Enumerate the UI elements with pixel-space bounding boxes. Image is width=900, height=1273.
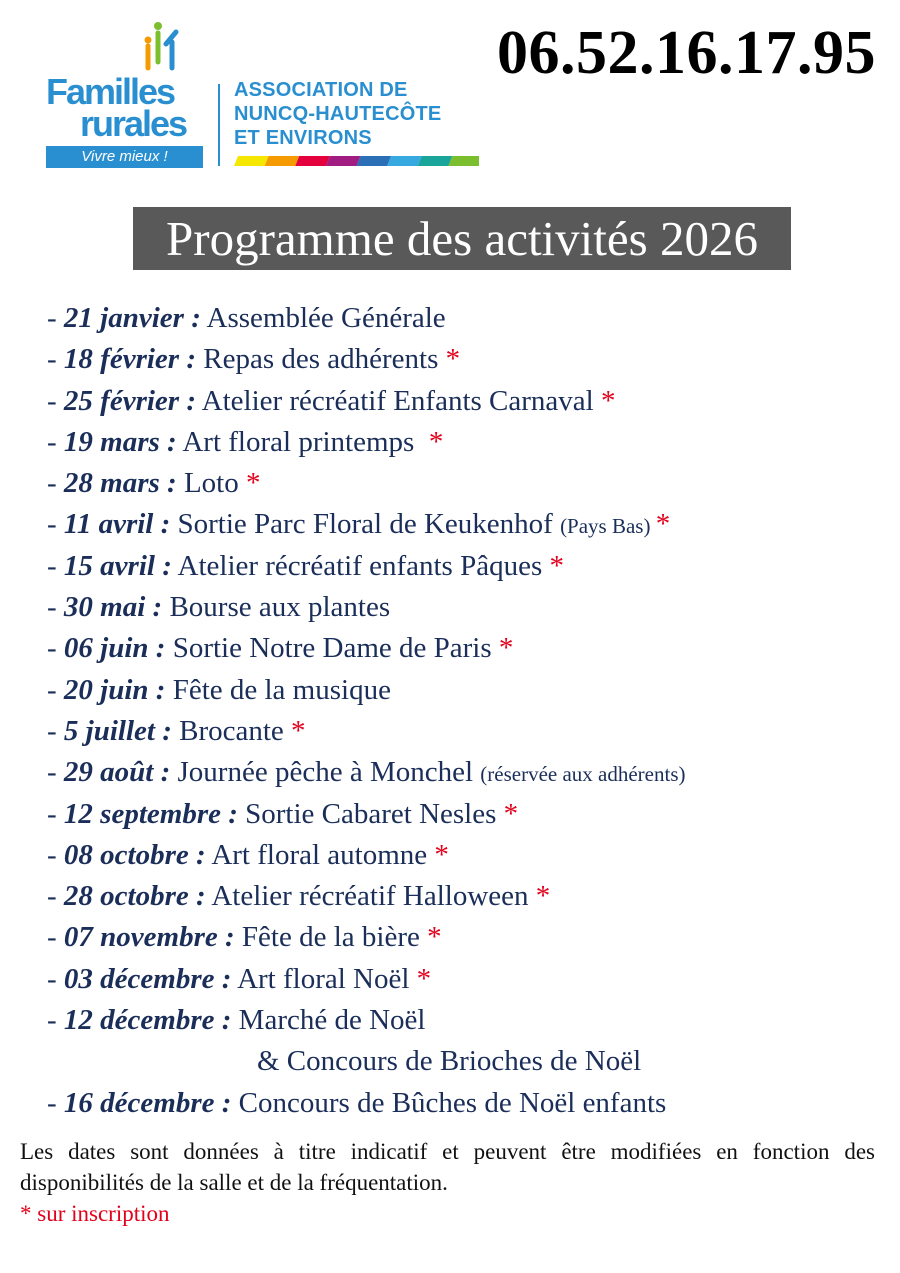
activity-item	[47, 381, 887, 422]
activity-date: 29 août :	[63, 756, 171, 789]
activity-date: 5 juillet :	[63, 714, 172, 747]
stripe-segment	[265, 156, 300, 166]
activity-item	[47, 959, 887, 1000]
stripe-segment	[448, 156, 479, 166]
activity-name: Loto	[176, 467, 246, 500]
stripe-segment	[234, 156, 269, 166]
activity-item	[47, 794, 887, 835]
activity-item	[47, 587, 887, 628]
activity-continuation: & Concours de Brioches de Noël	[257, 1045, 642, 1078]
activity-item	[47, 298, 887, 339]
activity-dash: -	[47, 838, 64, 871]
activity-item	[47, 504, 887, 545]
activity-name: Fête de la bière	[234, 921, 428, 954]
activity-dash: -	[47, 673, 64, 706]
activity-dash: -	[47, 591, 64, 624]
activity-item	[47, 670, 887, 711]
activity-dash: -	[47, 549, 64, 582]
activity-date: 28 mars :	[63, 467, 177, 500]
stripe-segment	[357, 156, 392, 166]
activity-date: 12 septembre :	[63, 797, 238, 830]
activity-name: Atelier récréatif Halloween	[205, 880, 536, 913]
activity-dash: -	[47, 1004, 64, 1037]
registration-star: *	[416, 962, 432, 995]
activity-dash: -	[47, 302, 64, 334]
activity-item	[47, 752, 887, 793]
stripe-segment	[418, 156, 453, 166]
activity-item	[47, 1000, 887, 1041]
activity-dash: -	[47, 880, 64, 913]
activity-name: Concours de Bûches de Noël enfants	[231, 1086, 667, 1119]
activity-name: Bourse aux plantes	[162, 591, 391, 624]
activity-name: Art floral printemps	[176, 425, 429, 458]
activity-date: 16 décembre :	[63, 1086, 232, 1119]
activity-dash: -	[47, 343, 64, 376]
activity-name: Assemblée Générale	[200, 302, 446, 334]
activity-dash: -	[47, 467, 64, 500]
activity-date: 19 mars :	[63, 425, 177, 458]
logo-divider	[218, 84, 220, 166]
registration-star: *	[246, 467, 261, 500]
registration-star: *	[503, 797, 519, 830]
activity-date: 06 juin :	[63, 632, 166, 665]
familles-rurales-logo	[44, 18, 484, 172]
stripe-segment	[326, 156, 361, 166]
activity-dash: -	[47, 508, 64, 541]
activity-name: Brocante	[171, 714, 292, 747]
activity-list	[47, 298, 887, 1124]
activity-name: Sortie Parc Floral de Keukenhof	[170, 508, 561, 541]
activity-date: 08 octobre :	[63, 838, 206, 871]
activity-dash: -	[47, 384, 64, 417]
activity-name: Art floral Noël	[231, 962, 417, 995]
registration-star: *	[655, 508, 671, 541]
association-name-line: NUNCQ-HAUTECÔTE	[234, 103, 442, 125]
activity-item	[47, 463, 887, 504]
activity-date: 30 mai :	[63, 591, 163, 624]
page-title: Programme des activités 2026	[166, 211, 758, 266]
activity-date: 25 février :	[63, 384, 196, 417]
activity-name: Fête de la musique	[165, 673, 391, 706]
registration-star: *	[600, 384, 616, 417]
stripe-segment	[295, 156, 330, 166]
brand-name-line-1: Familles	[46, 71, 175, 112]
registration-star: *	[445, 343, 461, 376]
registration-star: *	[498, 632, 514, 665]
tagline-banner	[46, 146, 203, 168]
title-banner	[133, 207, 791, 270]
activity-dash: -	[47, 714, 64, 747]
association-name-line: ET ENVIRONS	[234, 127, 372, 149]
activity-dash: -	[47, 921, 64, 954]
activity-item	[47, 1041, 887, 1082]
activity-item	[47, 628, 887, 669]
activity-date: 18 février :	[63, 343, 196, 376]
registration-star: *	[428, 425, 444, 458]
activity-item	[47, 546, 887, 587]
activity-date: 07 novembre :	[63, 921, 235, 954]
registration-star: *	[291, 714, 306, 747]
registration-star: *	[427, 921, 442, 954]
activity-item	[47, 711, 887, 752]
stripe-segment	[387, 156, 422, 166]
activity-dash: -	[47, 1086, 64, 1119]
activity-name: Atelier récréatif Enfants Carnaval	[195, 384, 601, 417]
disclaimer-text: Les dates sont données à titre indicatif et peuvent être modifiées en fonction des disponibilités de la salle et de la fréquentation.	[20, 1139, 875, 1195]
phone-number: 06.52.16.17.95	[497, 19, 876, 87]
activity-item	[47, 876, 887, 917]
activity-name: Sortie Notre Dame de Paris	[165, 632, 499, 665]
activity-name: Journée pêche à Monchel	[170, 756, 481, 789]
activity-name: Repas des adhérents	[195, 343, 446, 376]
rainbow-stripe	[234, 156, 479, 166]
activity-item	[47, 917, 887, 958]
activity-note: (réservée aux adhérents)	[480, 762, 686, 787]
activity-dash: -	[47, 756, 64, 789]
activity-dash: -	[47, 632, 64, 665]
family-figures-icon	[132, 18, 192, 78]
activity-name: Atelier récréatif enfants Pâques	[171, 549, 550, 582]
activity-date: 15 avril :	[63, 549, 172, 582]
association-name-line: ASSOCIATION DE	[234, 79, 408, 101]
registration-star: *	[434, 838, 449, 871]
activity-item	[47, 835, 887, 876]
tagline: Vivre mieux !	[81, 148, 168, 165]
activity-name: Art floral automne	[205, 838, 435, 871]
activity-date: 11 avril :	[63, 508, 171, 541]
registration-star: *	[549, 549, 564, 582]
activity-note: (Pays Bas)	[560, 514, 656, 539]
activity-item	[47, 1083, 887, 1124]
activity-dash: -	[47, 425, 64, 458]
activity-date: 03 décembre :	[63, 962, 232, 995]
activity-date: 21 janvier :	[63, 302, 201, 334]
activity-dash: -	[47, 797, 64, 830]
activity-date: 28 octobre :	[63, 880, 206, 913]
activity-date: 20 juin :	[63, 673, 166, 706]
activity-item	[47, 422, 887, 463]
activity-item	[47, 339, 887, 380]
activity-dash: -	[47, 962, 64, 995]
registration-note: * sur inscription	[20, 1201, 170, 1226]
activity-date: 12 décembre :	[63, 1004, 232, 1037]
registration-star: *	[535, 880, 551, 913]
activity-name: Sortie Cabaret Nesles	[237, 797, 504, 830]
brand-name-line-2: rurales	[80, 103, 187, 144]
activity-name: Marché de Noël	[231, 1004, 426, 1037]
